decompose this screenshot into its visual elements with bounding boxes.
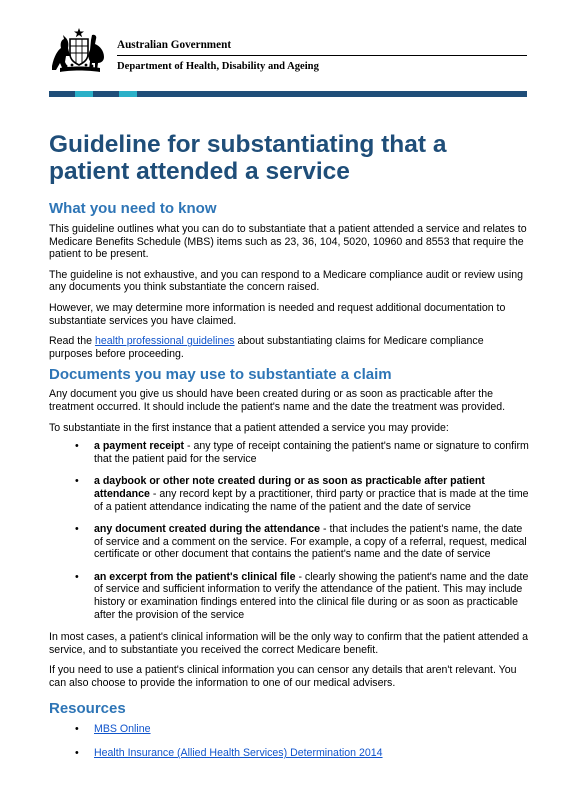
list-item-term: an excerpt from the patient's clinical file: [94, 570, 296, 583]
paragraph-text: about substantiating claims for Medicare compliance purposes before proceeding.: [49, 335, 484, 360]
list-item-text: - any type of receipt containing the patient's name or signature to confirm that the patient paid for the service: [94, 440, 529, 465]
list-item: [49, 723, 529, 736]
paragraph: If you need to use a patient's clinical information you can censor any details that aren't relevant. You can also choose to provide the information to one of our medical advisers.: [49, 664, 517, 690]
header-rule: [117, 55, 527, 56]
section-heading-what-you-need-to-know: What you need to know: [49, 200, 217, 217]
bullet-icon: •: [75, 475, 79, 488]
government-header: [48, 26, 528, 76]
section-heading-resources: Resources: [49, 699, 126, 717]
paragraph: This guideline outlines what you can do to substantiate that a patient attended a service and relates to Medicare Benefits Schedule (MBS) items such as 23, 36, 104, 5020, 10960 and 8553 that require the patient to be present.: [49, 223, 527, 261]
paragraph: To substantiate in the first instance that a patient attended a service you may provide:: [49, 421, 449, 434]
list-item-term: any document created during the attendance: [94, 523, 321, 536]
agency-name: [117, 39, 527, 73]
list-item: [49, 571, 529, 621]
paragraph: Any document you give us should have been created during or as soon as practicable after the treatment occurred. It should include the patient's name and the date the treatment was provided.: [49, 388, 506, 413]
list-item: [49, 475, 529, 513]
page-title: Guideline for substantiating that a patient attended a service: [49, 131, 447, 185]
document-types-list: [49, 440, 529, 621]
bullet-icon: •: [75, 440, 79, 453]
color-bar-segment: [49, 91, 75, 97]
list-item-term: a payment receipt: [94, 440, 185, 453]
paragraph-with-link: [49, 335, 529, 360]
list-item-text: - any record kept by a practitioner, third party or practice that is made at the time of a patient attendance indicating the name of the patient and the date of service: [94, 487, 529, 513]
header-color-bar: [49, 91, 527, 97]
mbs-online-link[interactable]: MBS Online: [94, 722, 151, 735]
resources-list: [49, 723, 529, 760]
section-heading-documents: Documents you may use to substantiate a claim: [49, 366, 392, 384]
department-name: Department of Health, Disability and Ageing: [117, 61, 319, 72]
paragraph: The guideline is not exhaustive, and you can respond to a Medicare compliance audit or review using any documents you think substantiate the concern raised.: [49, 268, 524, 294]
bullet-icon: •: [75, 747, 79, 760]
government-name: Australian Government: [117, 39, 232, 51]
list-item-text: - that includes the patient's name, the date of service and a comment on the service. For example, a copy of a referral, request, medical certificate or other document that contains the patient's name and the date of service: [94, 523, 527, 561]
color-bar-segment: [119, 91, 137, 97]
bullet-icon: •: [75, 722, 79, 735]
paragraph: However, we may determine more information is needed and request additional documentation to substantiate services you have claimed.: [49, 301, 506, 327]
health-professional-guidelines-link[interactable]: health professional guidelines: [94, 335, 235, 348]
coat-of-arms-logo: [48, 26, 110, 74]
bullet-icon: •: [75, 570, 79, 583]
list-item-text: - clearly showing the patient's name and the date of service and sufficient information to verify the attendance of the patient. This may include history or examination findings entered into the clinical file during or as soon as practicable after the provision of the service: [94, 570, 529, 621]
document-body: [49, 131, 529, 772]
paragraph-text: Read the: [49, 335, 95, 348]
color-bar-segment: [75, 91, 93, 97]
list-item: [49, 747, 529, 760]
list-item: [49, 523, 529, 561]
color-bar-segment: [137, 91, 527, 97]
list-item: [49, 440, 529, 465]
color-bar-segment: [93, 91, 119, 97]
paragraph: In most cases, a patient's clinical information will be the only way to confirm that the patient attended a service, and to substantiate you received the correct Medicare benefit.: [49, 631, 528, 656]
allied-health-determination-link[interactable]: Health Insurance (Allied Health Services) Determination 2014: [94, 747, 383, 760]
bullet-icon: •: [75, 523, 79, 536]
list-item-term: a daybook or other note created during or as soon as practicable after patient attendance: [94, 475, 485, 500]
